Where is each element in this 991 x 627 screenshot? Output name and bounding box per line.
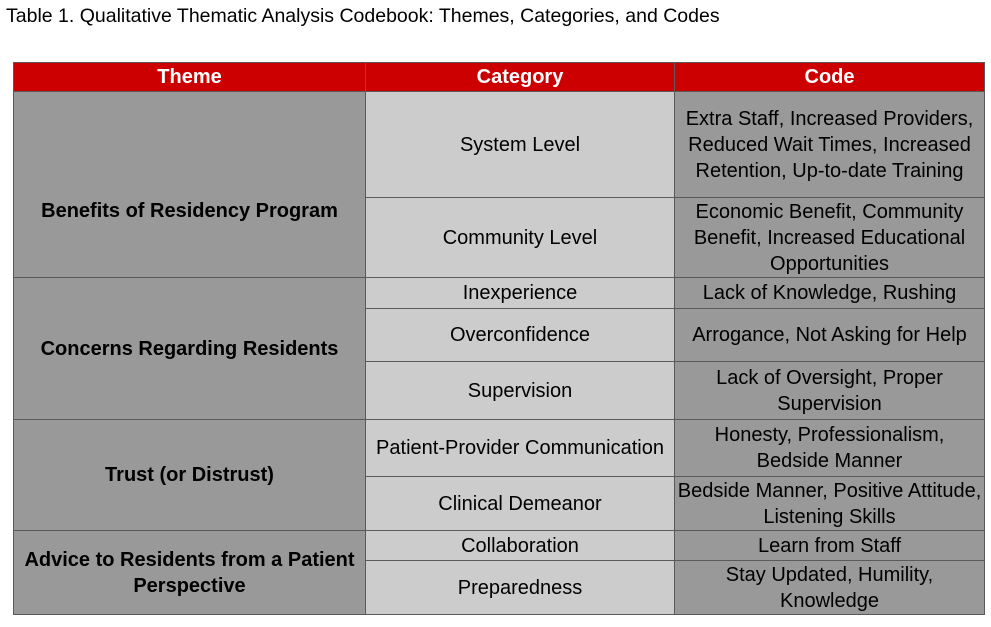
codebook-table: [13, 62, 985, 615]
table-row: [14, 92, 985, 198]
category-cell: Preparedness: [366, 561, 675, 615]
category-cell: Collaboration: [366, 531, 675, 561]
code-cell: Stay Updated, Humility, Knowledge: [675, 561, 985, 615]
table-row: [14, 531, 985, 561]
category-cell: System Level: [366, 92, 675, 198]
category-cell: Community Level: [366, 198, 675, 278]
category-cell: Inexperience: [366, 278, 675, 309]
code-cell: Honesty, Professionalism, Bedside Manner: [675, 420, 985, 477]
category-cell: Patient-Provider Communication: [366, 420, 675, 477]
table-row: [14, 420, 985, 477]
category-cell: Clinical Demeanor: [366, 477, 675, 531]
code-cell: Lack of Oversight, Proper Supervision: [675, 362, 985, 420]
table-row: [14, 278, 985, 309]
table-caption: Table 1. Qualitative Thematic Analysis Codebook: Themes, Categories, and Codes: [6, 5, 720, 27]
column-header-code: Code: [675, 63, 985, 92]
theme-cell: Benefits of Residency Program: [14, 92, 366, 278]
theme-cell: Advice to Residents from a Patient Perspective: [14, 531, 366, 615]
category-cell: Supervision: [366, 362, 675, 420]
code-cell: Arrogance, Not Asking for Help: [675, 309, 985, 362]
theme-cell: Trust (or Distrust): [14, 420, 366, 531]
header-row: [14, 63, 985, 92]
code-cell: Lack of Knowledge, Rushing: [675, 278, 985, 309]
column-header-category: Category: [366, 63, 675, 92]
code-cell: Extra Staff, Increased Providers, Reduced Wait Times, Increased Retention, Up-to-date Training: [675, 92, 985, 198]
code-cell: Bedside Manner, Positive Attitude, Listening Skills: [675, 477, 985, 531]
column-header-theme: Theme: [14, 63, 366, 92]
category-cell: Overconfidence: [366, 309, 675, 362]
theme-cell: Concerns Regarding Residents: [14, 278, 366, 420]
code-cell: Learn from Staff: [675, 531, 985, 561]
code-cell: Economic Benefit, Community Benefit, Increased Educational Opportunities: [675, 198, 985, 278]
